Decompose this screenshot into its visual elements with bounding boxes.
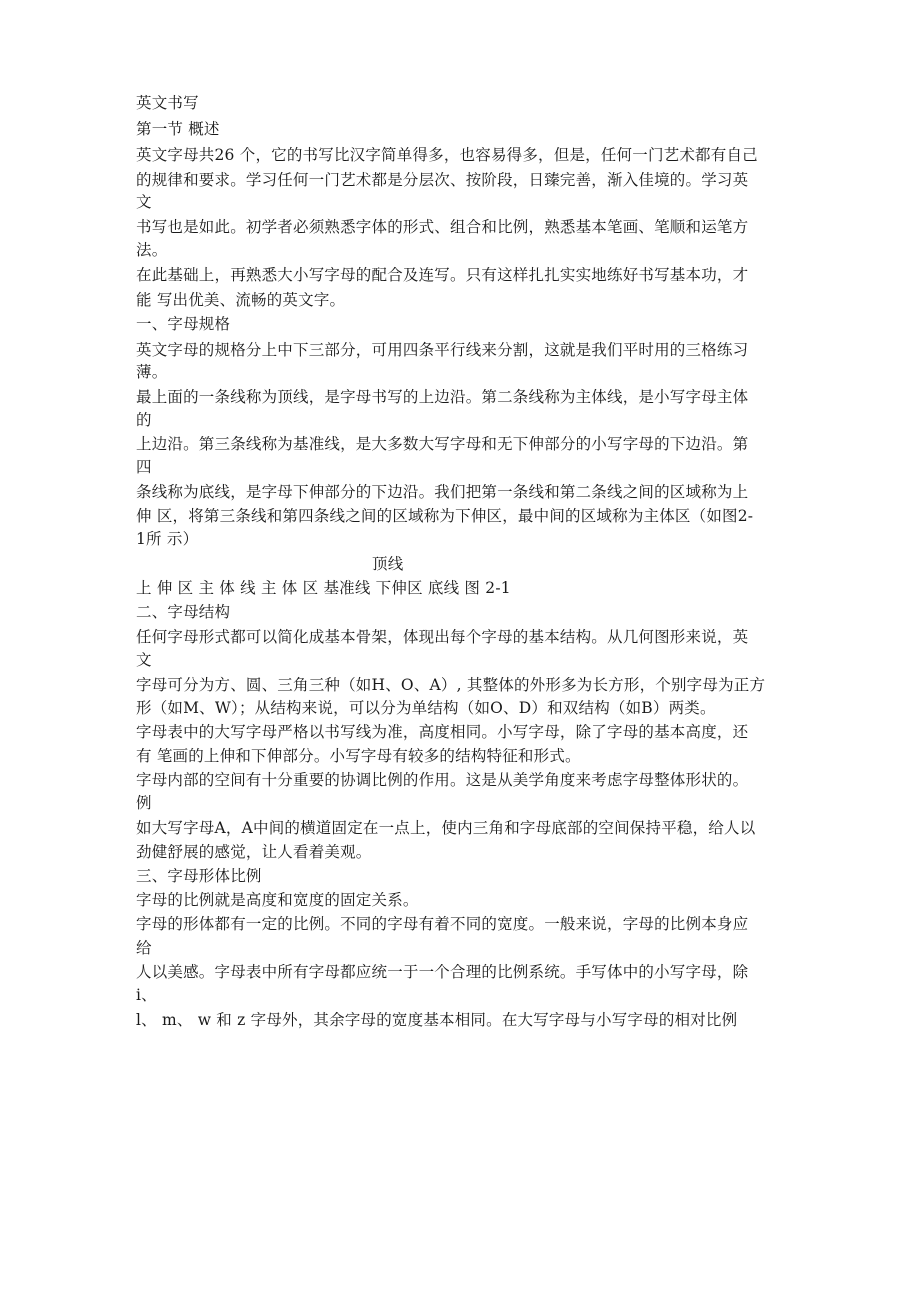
paragraph-line: 形（如M、W）；从结构来说，可以分为单结构（如O、D）和双结构（如B）两类。 xyxy=(136,699,716,717)
figure-caption: 上 伸 区 主 体 线 主 体 区 基准线 下伸区 底线 图 2-1 xyxy=(136,579,511,597)
figure-label-top-line: 顶线 xyxy=(372,555,404,573)
paragraph-line: 的规律和要求。学习任何一门艺术都是分层次、按阶段，日臻完善，渐入佳境的。学习英 xyxy=(136,171,749,189)
paragraph-line: 在此基础上，再熟悉大小写字母的配合及连写。只有这样扎扎实实地练好书写基本功，才 xyxy=(136,266,749,284)
paragraph-line: l、 m、 w 和 z 字母外，其余字母的宽度基本相同。在大写字母与小写字母的相对比例 xyxy=(136,1011,738,1029)
paragraph-line: 文 xyxy=(136,193,152,211)
section-heading: 第一节 概述 xyxy=(136,120,220,138)
paragraph-line: 上边沿。第三条线称为基准线，是大多数大写字母和无下伸部分的小写字母的下边沿。第 xyxy=(136,435,749,453)
subsection-heading: 三、字母形体比例 xyxy=(136,867,262,885)
paragraph-line: 法。 xyxy=(136,241,168,259)
paragraph-line: 字母可分为方、圆、三角三种（如H、O、A）, 其整体的外形多为长方形，个别字母为正方 xyxy=(136,676,766,694)
paragraph-line: 字母内部的空间有十分重要的协调比例的作用。这是从美学角度来考虑字母整体形状的。 xyxy=(136,771,749,789)
paragraph-line: 人以美感。字母表中所有字母都应统一于一个合理的比例系统。手写体中的小写字母，除 xyxy=(136,963,749,981)
subsection-heading: 二、字母结构 xyxy=(136,603,231,621)
paragraph-line: 条线称为底线，是字母下伸部分的下边沿。我们把第一条线和第二条线之间的区域称为上 xyxy=(136,483,749,501)
paragraph-line: 最上面的一条线称为顶线，是字母书写的上边沿。第二条线称为主体线，是小写字母主体 xyxy=(136,388,749,406)
paragraph-line: 薄。 xyxy=(136,363,168,381)
paragraph-line: 的 xyxy=(136,411,152,429)
paragraph-line: 字母的形体都有一定的比例。不同的字母有着不同的宽度。一般来说，字母的比例本身应 xyxy=(136,915,749,933)
subsection-heading: 一、字母规格 xyxy=(136,315,231,333)
paragraph-line: 有 笔画的上伸和下伸部分。小写字母有较多的结构特征和形式。 xyxy=(136,747,581,765)
paragraph-line: 文 xyxy=(136,651,152,669)
paragraph-line: i、 xyxy=(136,986,157,1004)
paragraph-line: 伸 区，将第三条线和第四条线之间的区域称为下伸区，最中间的区域称为主体区（如图2- xyxy=(136,507,754,525)
paragraph-line: 任何字母形式都可以简化成基本骨架，体现出每个字母的基本结构。从几何图形来说，英 xyxy=(136,628,749,646)
paragraph-line: 劲健舒展的感觉，让人看着美观。 xyxy=(136,843,372,861)
paragraph-line: 四 xyxy=(136,458,152,476)
paragraph-line: 例 xyxy=(136,794,152,812)
paragraph-line: 能 写出优美、流畅的英文字。 xyxy=(136,291,346,309)
paragraph-line: 给 xyxy=(136,939,152,957)
document-title: 英文书写 xyxy=(136,94,199,112)
paragraph-line: 字母表中的大写字母严格以书写线为准，高度相同。小写字母，除了字母的基本高度，还 xyxy=(136,723,749,741)
paragraph-line: 如大写字母A，A中间的横道固定在一点上，使内三角和字母底部的空间保持平稳，给人以 xyxy=(136,819,756,837)
paragraph-line: 1所 示） xyxy=(136,530,199,548)
paragraph-line: 字母的比例就是高度和宽度的固定关系。 xyxy=(136,891,419,909)
paragraph-line: 书写也是如此。初学者必须熟悉字体的形式、组合和比例，熟悉基本笔画、笔顺和运笔方 xyxy=(136,218,749,236)
paragraph-line: 英文字母共26 个，它的书写比汉字简单得多，也容易得多，但是，任何一门艺术都有自己 xyxy=(136,146,758,164)
paragraph-line: 英文字母的规格分上中下三部分，可用四条平行线来分割，这就是我们平时用的三格练习 xyxy=(136,341,749,359)
